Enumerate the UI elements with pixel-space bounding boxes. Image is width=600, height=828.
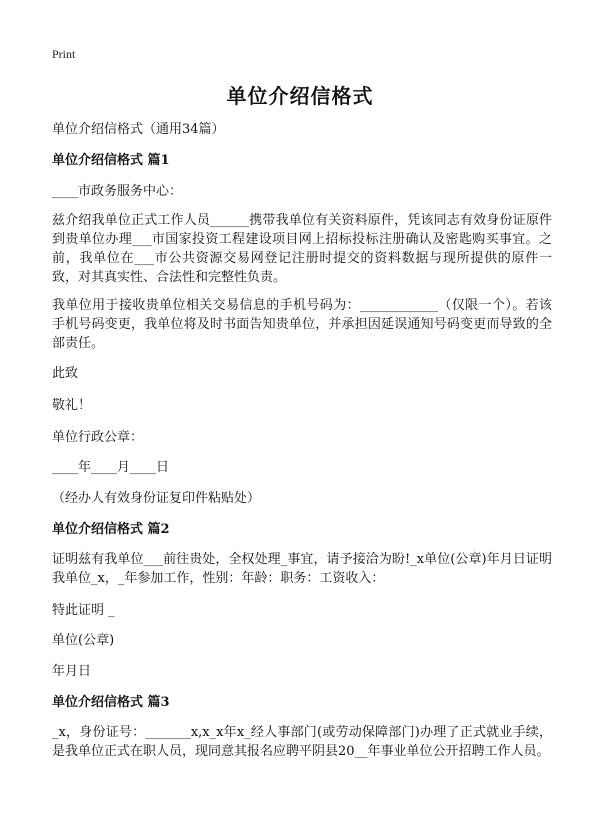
article1-closing-cizhi: 此致 xyxy=(52,366,79,381)
article3-heading: 单位介绍信格式 篇3 xyxy=(52,695,170,710)
article1-paragraph2: 我单位用于接收贵单位相关交易信息的手机号码为：____________（仅限一个）。若该手机号码变更，我单位将及时书面告知贵单位，并承担因延误通知号码变更而导致的全部责任。 xyxy=(52,298,552,351)
article2-certify-line: 特此证明 _ xyxy=(52,603,115,618)
document-title: 单位介绍信格式 xyxy=(226,84,374,108)
print-link[interactable]: Print xyxy=(52,47,76,61)
article3-paragraph1: _x，身份证号：_______x,x_x年x_经人事部门(或劳动保障部门)办理了正式就业手续，是我单位正式在职人员，现同意其报名应聘平阴县20__年事业单位公开招聘工作人员。 xyxy=(52,725,552,759)
article1-seal-line: 单位行政公章： xyxy=(52,430,144,445)
article1-id-note: （经办人有效身份证复印件粘贴处） xyxy=(52,491,261,506)
article2-date-line: 年月日 xyxy=(52,664,92,679)
article1-closing-jingli: 敬礼！ xyxy=(52,398,92,413)
document-subtitle: 单位介绍信格式（通用34篇） xyxy=(52,122,225,137)
article2-heading: 单位介绍信格式 篇2 xyxy=(52,522,170,537)
article1-addressee: ____市政务服务中心： xyxy=(52,184,183,199)
article1-date-line: ____年____月____日 xyxy=(52,460,170,475)
article1-heading: 单位介绍信格式 篇1 xyxy=(52,153,170,168)
article2-paragraph1: 证明兹有我单位___前往贵处，全权处理_事宜，请予接洽为盼!_x单位(公章)年月日证明我单位_x，_年参加工作，性别：年龄：职务：工资收入： xyxy=(52,552,552,586)
article2-seal-line: 单位(公章) xyxy=(52,633,115,648)
article1-paragraph1: 兹介绍我单位正式工作人员______携带我单位有关资料原件，凭该同志有效身份证原件到贵单位办理___市国家投资工程建设项目网上招标投标注册确认及密匙购买事宜。之前，我单位在___市公共资源交易网登记注册时提交的资料数据与现所提供的原件一致，对其真实性、合法性和完整性负责。 xyxy=(52,213,552,285)
